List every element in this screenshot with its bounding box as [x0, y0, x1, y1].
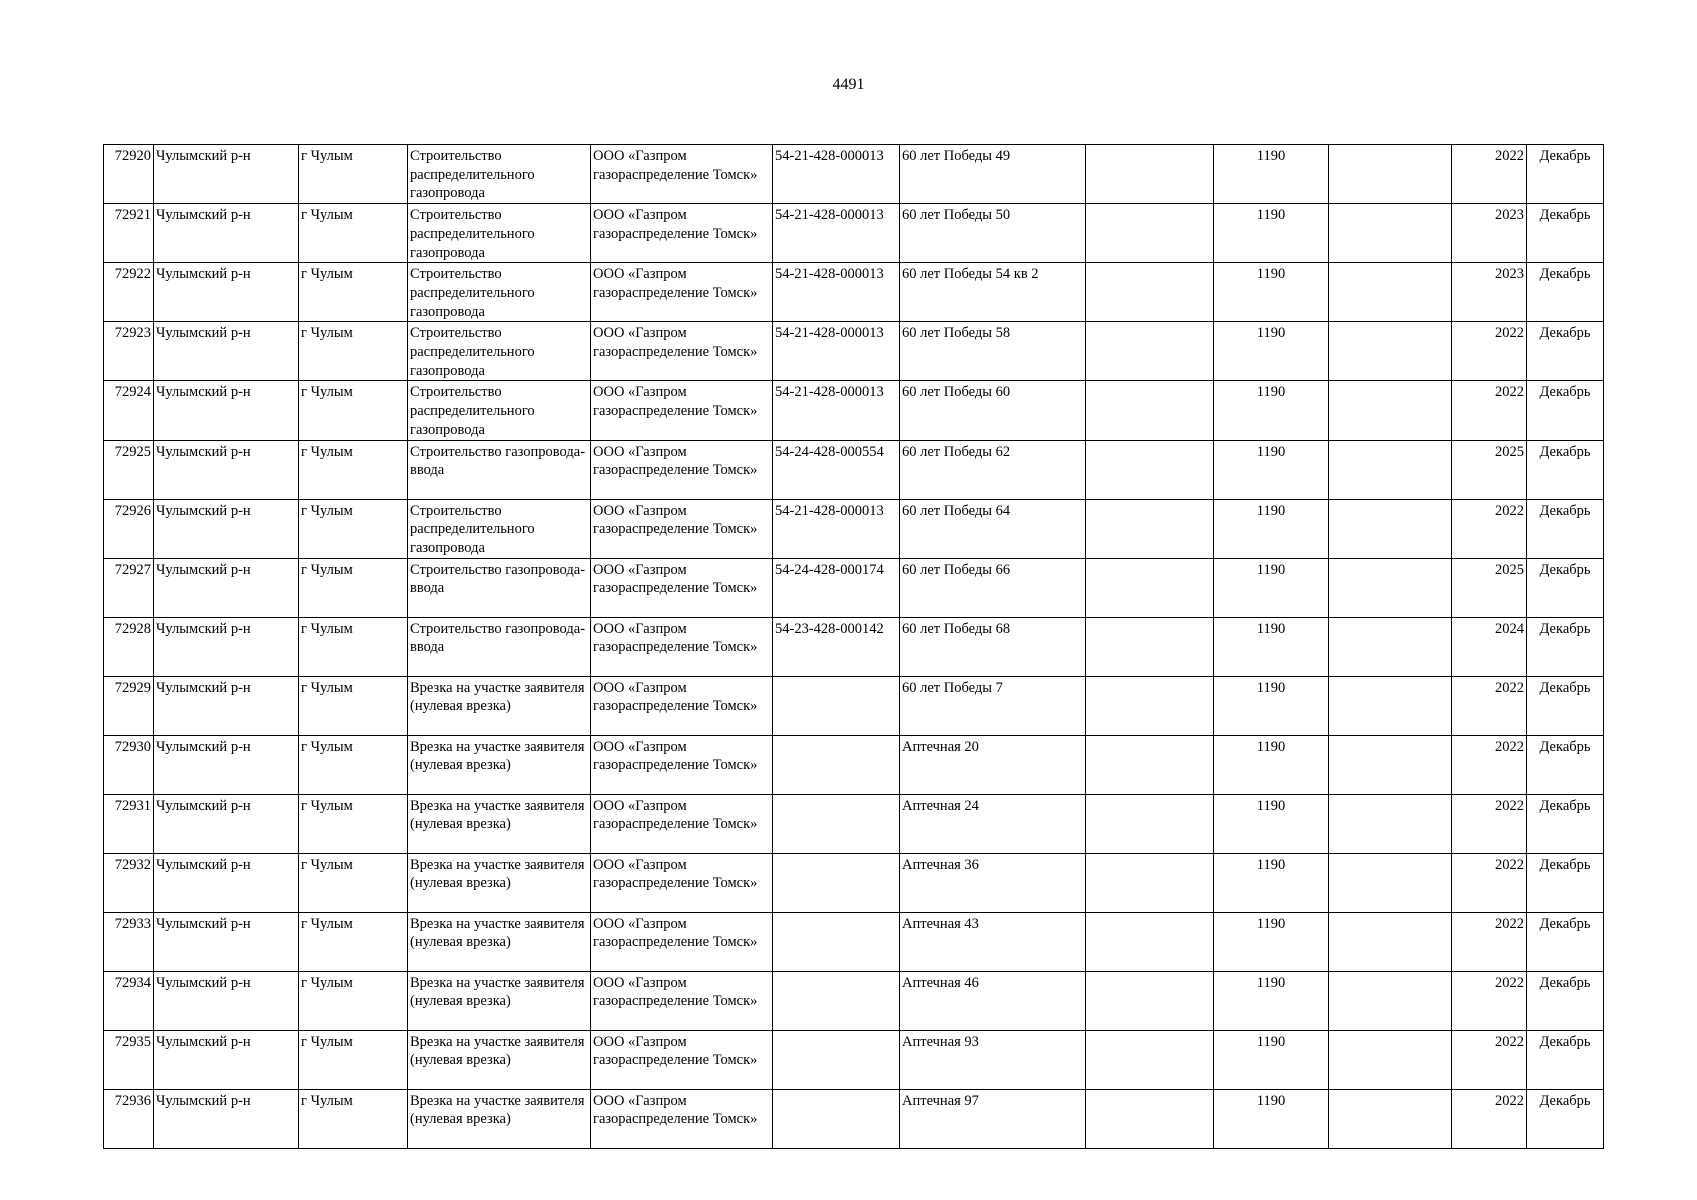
cell-organization: ООО «Газпром газораспределение Томск» — [591, 440, 773, 499]
cell-empty-col-b — [1329, 735, 1452, 794]
cell-value: 1190 — [1214, 204, 1329, 263]
cell-year: 2022 — [1452, 1089, 1527, 1148]
cell-address: Аптечная 46 — [900, 971, 1086, 1030]
cell-locality: г Чулым — [299, 440, 408, 499]
cell-work-type: Строительство распределительного газопровода — [408, 381, 591, 440]
cell-address: Аптечная 93 — [900, 1030, 1086, 1089]
cell-value: 1190 — [1214, 676, 1329, 735]
cell-row-number: 72928 — [104, 617, 154, 676]
cell-value: 1190 — [1214, 853, 1329, 912]
cell-month: Декабрь — [1527, 1089, 1604, 1148]
cell-organization: ООО «Газпром газораспределение Томск» — [591, 145, 773, 204]
cell-gdp-code: 54-24-428-000174 — [773, 558, 900, 617]
cell-organization: ООО «Газпром газораспределение Томск» — [591, 558, 773, 617]
cell-gdp-code: 54-21-428-000013 — [773, 322, 900, 381]
cell-gdp-code: 54-21-428-000013 — [773, 145, 900, 204]
cell-district: Чулымский р-н — [154, 145, 299, 204]
cell-work-type: Врезка на участке заявителя (нулевая врезка) — [408, 971, 591, 1030]
cell-gdp-code: 54-21-428-000013 — [773, 204, 900, 263]
cell-empty-col-b — [1329, 381, 1452, 440]
cell-row-number: 72926 — [104, 499, 154, 558]
cell-value: 1190 — [1214, 794, 1329, 853]
cell-value: 1190 — [1214, 263, 1329, 322]
cell-work-type: Врезка на участке заявителя (нулевая врезка) — [408, 676, 591, 735]
table-row — [104, 853, 1604, 912]
table-row — [104, 794, 1604, 853]
cell-empty-col-b — [1329, 912, 1452, 971]
cell-year: 2022 — [1452, 971, 1527, 1030]
cell-value: 1190 — [1214, 971, 1329, 1030]
cell-empty-col-a — [1086, 204, 1214, 263]
cell-locality: г Чулым — [299, 853, 408, 912]
cell-gdp-code — [773, 1089, 900, 1148]
cell-row-number: 72922 — [104, 263, 154, 322]
cell-locality: г Чулым — [299, 676, 408, 735]
table-row — [104, 322, 1604, 381]
cell-year: 2022 — [1452, 735, 1527, 794]
cell-month: Декабрь — [1527, 263, 1604, 322]
cell-gdp-code: 54-24-428-000554 — [773, 440, 900, 499]
cell-year: 2022 — [1452, 1030, 1527, 1089]
cell-empty-col-b — [1329, 676, 1452, 735]
cell-row-number: 72932 — [104, 853, 154, 912]
cell-row-number: 72931 — [104, 794, 154, 853]
cell-empty-col-a — [1086, 558, 1214, 617]
cell-value: 1190 — [1214, 617, 1329, 676]
table-row — [104, 1030, 1604, 1089]
cell-row-number: 72925 — [104, 440, 154, 499]
cell-district: Чулымский р-н — [154, 735, 299, 794]
cell-organization: ООО «Газпром газораспределение Томск» — [591, 617, 773, 676]
cell-empty-col-a — [1086, 617, 1214, 676]
cell-address: Аптечная 20 — [900, 735, 1086, 794]
cell-district: Чулымский р-н — [154, 499, 299, 558]
cell-organization: ООО «Газпром газораспределение Томск» — [591, 1030, 773, 1089]
table-row — [104, 440, 1604, 499]
cell-row-number: 72933 — [104, 912, 154, 971]
cell-value: 1190 — [1214, 1030, 1329, 1089]
table-row — [104, 1089, 1604, 1148]
cell-district: Чулымский р-н — [154, 558, 299, 617]
table-row — [104, 558, 1604, 617]
cell-gdp-code: 54-21-428-000013 — [773, 263, 900, 322]
cell-gdp-code — [773, 853, 900, 912]
cell-organization: ООО «Газпром газораспределение Томск» — [591, 322, 773, 381]
cell-month: Декабрь — [1527, 676, 1604, 735]
cell-row-number: 72929 — [104, 676, 154, 735]
table-row — [104, 145, 1604, 204]
table-row — [104, 912, 1604, 971]
cell-gdp-code: 54-23-428-000142 — [773, 617, 900, 676]
cell-gdp-code: 54-21-428-000013 — [773, 499, 900, 558]
cell-value: 1190 — [1214, 381, 1329, 440]
cell-empty-col-b — [1329, 617, 1452, 676]
cell-empty-col-b — [1329, 263, 1452, 322]
cell-month: Декабрь — [1527, 322, 1604, 381]
cell-row-number: 72930 — [104, 735, 154, 794]
table-row — [104, 617, 1604, 676]
table-row — [104, 676, 1604, 735]
cell-locality: г Чулым — [299, 735, 408, 794]
cell-row-number: 72927 — [104, 558, 154, 617]
cell-work-type: Врезка на участке заявителя (нулевая врезка) — [408, 1089, 591, 1148]
cell-locality: г Чулым — [299, 145, 408, 204]
cell-district: Чулымский р-н — [154, 676, 299, 735]
cell-year: 2023 — [1452, 204, 1527, 263]
cell-work-type: Строительство газопровода-ввода — [408, 440, 591, 499]
cell-address: 60 лет Победы 49 — [900, 145, 1086, 204]
cell-empty-col-a — [1086, 971, 1214, 1030]
cell-work-type: Врезка на участке заявителя (нулевая врезка) — [408, 735, 591, 794]
cell-empty-col-b — [1329, 499, 1452, 558]
cell-locality: г Чулым — [299, 1089, 408, 1148]
cell-district: Чулымский р-н — [154, 1030, 299, 1089]
page-number: 4491 — [832, 76, 865, 93]
cell-year: 2025 — [1452, 440, 1527, 499]
cell-district: Чулымский р-н — [154, 263, 299, 322]
cell-organization: ООО «Газпром газораспределение Томск» — [591, 794, 773, 853]
cell-organization: ООО «Газпром газораспределение Томск» — [591, 676, 773, 735]
cell-district: Чулымский р-н — [154, 1089, 299, 1148]
cell-empty-col-a — [1086, 145, 1214, 204]
cell-value: 1190 — [1214, 1089, 1329, 1148]
cell-row-number: 72934 — [104, 971, 154, 1030]
table-row — [104, 204, 1604, 263]
cell-row-number: 72923 — [104, 322, 154, 381]
cell-work-type: Строительство распределительного газопровода — [408, 263, 591, 322]
cell-empty-col-a — [1086, 499, 1214, 558]
cell-work-type: Врезка на участке заявителя (нулевая врезка) — [408, 794, 591, 853]
cell-work-type: Строительство газопровода-ввода — [408, 558, 591, 617]
cell-year: 2022 — [1452, 794, 1527, 853]
table-body — [104, 145, 1604, 1149]
cell-address: 60 лет Победы 58 — [900, 322, 1086, 381]
cell-work-type: Строительство распределительного газопровода — [408, 145, 591, 204]
cell-gdp-code — [773, 912, 900, 971]
cell-empty-col-b — [1329, 1030, 1452, 1089]
cell-empty-col-a — [1086, 735, 1214, 794]
cell-year: 2022 — [1452, 912, 1527, 971]
cell-district: Чулымский р-н — [154, 853, 299, 912]
cell-month: Декабрь — [1527, 735, 1604, 794]
cell-year: 2022 — [1452, 381, 1527, 440]
cell-gdp-code — [773, 676, 900, 735]
cell-year: 2023 — [1452, 263, 1527, 322]
cell-address: Аптечная 97 — [900, 1089, 1086, 1148]
cell-gdp-code — [773, 794, 900, 853]
cell-empty-col-a — [1086, 1030, 1214, 1089]
cell-month: Декабрь — [1527, 971, 1604, 1030]
cell-value: 1190 — [1214, 440, 1329, 499]
table-row — [104, 971, 1604, 1030]
cell-district: Чулымский р-н — [154, 204, 299, 263]
cell-address: Аптечная 24 — [900, 794, 1086, 853]
cell-locality: г Чулым — [299, 971, 408, 1030]
cell-locality: г Чулым — [299, 263, 408, 322]
cell-empty-col-b — [1329, 145, 1452, 204]
cell-organization: ООО «Газпром газораспределение Томск» — [591, 853, 773, 912]
cell-district: Чулымский р-н — [154, 971, 299, 1030]
cell-month: Декабрь — [1527, 912, 1604, 971]
cell-empty-col-a — [1086, 263, 1214, 322]
cell-work-type: Строительство распределительного газопровода — [408, 204, 591, 263]
cell-value: 1190 — [1214, 322, 1329, 381]
cell-district: Чулымский р-н — [154, 617, 299, 676]
cell-year: 2022 — [1452, 145, 1527, 204]
cell-work-type: Строительство газопровода-ввода — [408, 617, 591, 676]
cell-work-type: Врезка на участке заявителя (нулевая врезка) — [408, 912, 591, 971]
cell-value: 1190 — [1214, 558, 1329, 617]
cell-empty-col-a — [1086, 322, 1214, 381]
cell-year: 2022 — [1452, 322, 1527, 381]
cell-empty-col-a — [1086, 381, 1214, 440]
cell-month: Декабрь — [1527, 499, 1604, 558]
cell-empty-col-a — [1086, 794, 1214, 853]
cell-value: 1190 — [1214, 912, 1329, 971]
cell-row-number: 72935 — [104, 1030, 154, 1089]
table-row — [104, 263, 1604, 322]
cell-month: Декабрь — [1527, 558, 1604, 617]
cell-organization: ООО «Газпром газораспределение Томск» — [591, 912, 773, 971]
cell-address: 60 лет Победы 7 — [900, 676, 1086, 735]
cell-district: Чулымский р-н — [154, 440, 299, 499]
cell-month: Декабрь — [1527, 204, 1604, 263]
cell-locality: г Чулым — [299, 558, 408, 617]
cell-locality: г Чулым — [299, 499, 408, 558]
cell-empty-col-a — [1086, 853, 1214, 912]
cell-year: 2025 — [1452, 558, 1527, 617]
cell-district: Чулымский р-н — [154, 912, 299, 971]
cell-address: Аптечная 36 — [900, 853, 1086, 912]
cell-empty-col-a — [1086, 912, 1214, 971]
cell-empty-col-b — [1329, 204, 1452, 263]
gasification-table — [103, 144, 1604, 1149]
cell-month: Декабрь — [1527, 794, 1604, 853]
cell-address: 60 лет Победы 60 — [900, 381, 1086, 440]
cell-locality: г Чулым — [299, 381, 408, 440]
cell-district: Чулымский р-н — [154, 322, 299, 381]
cell-year: 2022 — [1452, 676, 1527, 735]
cell-gdp-code — [773, 971, 900, 1030]
cell-month: Декабрь — [1527, 440, 1604, 499]
cell-row-number: 72920 — [104, 145, 154, 204]
cell-organization: ООО «Газпром газораспределение Томск» — [591, 204, 773, 263]
cell-address: 60 лет Победы 62 — [900, 440, 1086, 499]
cell-month: Декабрь — [1527, 1030, 1604, 1089]
cell-work-type: Строительство распределительного газопровода — [408, 499, 591, 558]
table-row — [104, 499, 1604, 558]
cell-organization: ООО «Газпром газораспределение Томск» — [591, 499, 773, 558]
cell-empty-col-b — [1329, 440, 1452, 499]
cell-empty-col-b — [1329, 558, 1452, 617]
cell-address: 60 лет Победы 64 — [900, 499, 1086, 558]
cell-gdp-code — [773, 1030, 900, 1089]
cell-month: Декабрь — [1527, 853, 1604, 912]
cell-organization: ООО «Газпром газораспределение Томск» — [591, 735, 773, 794]
cell-value: 1190 — [1214, 499, 1329, 558]
table-row — [104, 735, 1604, 794]
cell-empty-col-a — [1086, 1089, 1214, 1148]
cell-locality: г Чулым — [299, 794, 408, 853]
cell-row-number: 72936 — [104, 1089, 154, 1148]
cell-address: 60 лет Победы 54 кв 2 — [900, 263, 1086, 322]
cell-organization: ООО «Газпром газораспределение Томск» — [591, 381, 773, 440]
cell-locality: г Чулым — [299, 322, 408, 381]
cell-organization: ООО «Газпром газораспределение Томск» — [591, 971, 773, 1030]
cell-locality: г Чулым — [299, 1030, 408, 1089]
cell-address: 60 лет Победы 68 — [900, 617, 1086, 676]
cell-work-type: Врезка на участке заявителя (нулевая врезка) — [408, 1030, 591, 1089]
cell-work-type: Врезка на участке заявителя (нулевая врезка) — [408, 853, 591, 912]
cell-empty-col-b — [1329, 794, 1452, 853]
cell-year: 2024 — [1452, 617, 1527, 676]
cell-empty-col-b — [1329, 853, 1452, 912]
cell-district: Чулымский р-н — [154, 381, 299, 440]
cell-locality: г Чулым — [299, 204, 408, 263]
cell-value: 1190 — [1214, 735, 1329, 794]
cell-organization: ООО «Газпром газораспределение Томск» — [591, 1089, 773, 1148]
cell-month: Декабрь — [1527, 145, 1604, 204]
cell-value: 1190 — [1214, 145, 1329, 204]
table-row — [104, 381, 1604, 440]
cell-locality: г Чулым — [299, 617, 408, 676]
cell-empty-col-b — [1329, 322, 1452, 381]
cell-gdp-code — [773, 735, 900, 794]
cell-empty-col-a — [1086, 440, 1214, 499]
cell-address: 60 лет Победы 66 — [900, 558, 1086, 617]
cell-empty-col-a — [1086, 676, 1214, 735]
cell-address: Аптечная 43 — [900, 912, 1086, 971]
cell-year: 2022 — [1452, 499, 1527, 558]
cell-row-number: 72924 — [104, 381, 154, 440]
cell-month: Декабрь — [1527, 617, 1604, 676]
cell-gdp-code: 54-21-428-000013 — [773, 381, 900, 440]
cell-locality: г Чулым — [299, 912, 408, 971]
cell-empty-col-b — [1329, 971, 1452, 1030]
cell-district: Чулымский р-н — [154, 794, 299, 853]
cell-row-number: 72921 — [104, 204, 154, 263]
cell-empty-col-b — [1329, 1089, 1452, 1148]
cell-address: 60 лет Победы 50 — [900, 204, 1086, 263]
cell-year: 2022 — [1452, 853, 1527, 912]
cell-month: Декабрь — [1527, 381, 1604, 440]
cell-work-type: Строительство распределительного газопровода — [408, 322, 591, 381]
cell-organization: ООО «Газпром газораспределение Томск» — [591, 263, 773, 322]
